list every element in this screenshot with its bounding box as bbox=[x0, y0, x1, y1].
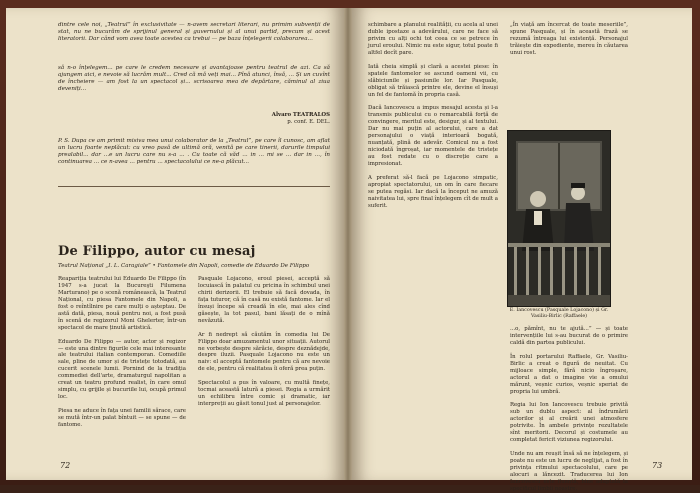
intro-paragraph: dintre cele noi, „Teatrul” în exclusivitate — n-avem secretari literari, nu primim subvenții de stat, nu ne bucurăm de sprijinul general și guvernului și al unui partid, precum și acest literatorii. Dar când vom avea toate acestea ca trebui — pe baza înțelegerii colaborarea... bbox=[58, 22, 330, 43]
left-page bbox=[6, 8, 344, 480]
article-title: De Filippo, autor cu mesaj bbox=[58, 244, 256, 259]
signature-name: Alvaro TEATRALOS bbox=[271, 112, 330, 118]
article-subtitle: Teatrul Național „I. L. Caragiale” • Fantomele din Napoli, comedie de Eduardo De Filippo bbox=[58, 263, 310, 269]
signature-sub: p. conf. E. DEL. bbox=[287, 119, 330, 125]
photo-illustration bbox=[508, 131, 610, 306]
divider bbox=[58, 186, 330, 187]
article-column-1: Reapariția teatrului lui Eduardo De Filippo (în 1947 s-a jucat la Bucureşti Filumena Marturano) pe o scenă românească, la Teatrul Național, cu piesa Fantomele din Napoli, a fost o reîntîlnire pe care mulți o așteptau. De astă dată, piesa, nouă pentru noi, a fost pusă în scenă de regizorul Moni Ghelerter, într-un spectacol de mare ținută artistică. Eduardo De Filippo — autor, actor și regizor — este una dintre figurile cele mai interesante ale teatrului italian contemporan. Comediile sale, pline de umor și de tristețe totodată, au cucerit scenele lumii. Pornind de la tradiția commediei dell'arte, dramaturgul napolitan a creat un teatru profund realist, în care omul simplu, cu grijile și bucuriile lui, ocupă primul loc. Piesa ne aduce în fața unei familii sărace, care se mută într-un palat bîntuit — se spune — de fantome. bbox=[58, 276, 186, 429]
right-column-1: schimbare a planului realității, cu acela al unei duble ipostaze a adevărului, care ne face să privim cu alți ochi tot ceea ce se petrece în jurul eroului. Nimic nu este sigur, totul poate fi altfel decît pare. Iată cheia simplă și clară a acestei piese: în spatele fantomelor se ascund oameni vii, cu slăbiciunile și pasiunile lor. Iar Pasquale, obligat să trăiască printre ele, devine el însuși un fel de fantomă în propria casă. Dacă Iancovescu a impus mesajul acesta și l-a transmis publicului cu o remarcabilă forță de convingere, meritul este, desigur, și al textului. Dar nu mai puțin al actorului, care a dat personajului o viață interioară bogată, nuanțată, plină de adevăr. Comicul nu a fost niciodată îngroșat, iar momentele de tristețe au fost redate cu o discreție care a impresionat. A preferat să-l facă pe Lojacono simpatic, apropiat spectatorului, un om în care fiecare se putea regăsi. Iar dacă la început ne amuză naivitatea lui, spre final înțelegem cît de mult a suferit. bbox=[368, 22, 498, 209]
article-column-2: Pasquale Lojacono, eroul piesei, acceptă să locuiască în palatul cu pricina în schimbul unei chirii derizorii. El trebuie să facă dovada, în fața tuturor, că în casă nu există fantome. Iar el însuși începe să creadă în ele, mai ales cînd găsește, la tot pasul, bani lăsați de o mînă nevăzută. Ar fi nedrept să căutăm în comedia lui De Filippo doar amuzamentul unor situații. Autorul ne vorbește despre sărăcie, despre deznădejde, despre iluzii. Pasquale Lojacono nu este un naiv: el acceptă fantomele pentru că are nevoie de ele, pentru că realitatea îi oferă prea puțin. Spectacolul a pus în valoare, cu multă finețe, tocmai această latură a piesei. Regia a urmărit un echilibru între comic și dramatic, iar interpreții au găsit tonul just al personajelor. bbox=[198, 276, 330, 408]
page-number: 73 bbox=[652, 461, 663, 470]
signature bbox=[206, 112, 330, 126]
intro-paragraph-2: să n-o înțelegem... pe care le credem necesare și avantajoase pentru teatrul de azi. Ca să ajungem aici, e nevoie să lucrăm mult... Cred că mă veți mai... Pînă atunci, însă, ... Și un cuvînt de încheiere — am fost la un spectacol și... scrisoarea mea de depărtare, căminul al ziua deveniți... bbox=[58, 65, 330, 93]
ps-paragraph: P. S. Dupa ce am primit misiva mea unui colaborator de la „Teatrul”, pe care îl cunosc, am aflat un lucru foarte neplăcut: cu vreo pasă de ultimă oră, venită pe care tinerii, darurile timpului prealabil... dar ...e un lucru care nu s-a ... . Cu toate că văd ... in ... mi se ... dar in ..., în continuarea ... ce n-avea ... pentru ... spectacolului ce ne-a plăcut... bbox=[58, 138, 330, 166]
right-column-3: ...o, pămînt, nu te ajută...” — și toate intervențiile lui s-au bucurat de o primire caldă din partea publicului. În rolul portarului Raffaele, Gr. Vasiliu-Birlic a creat o figură de neuitat. Cu mijloace simple, fără nicio îngroșare, actorul a dat o imagine vie a omului mărunt, veșnic curios, veșnic speriat de propria lui umbră. Regia lui Ion Iancovescu trebuie privită sub un dublu aspect: al îndrumării actorilor și al creării unei atmosfere potrivite. În ambele privințe rezultatele sînt meritorii. Decorul și costumele au completat fericit viziunea regizorului. Unde nu am reușit însă să ne înțelegem, și poate nu este un lucru de neglijat, a fost în privința ritmului spectacolului, care pe alocuri a lăncezit. Traducerea lui Ion Iancovescu este fluentă, bine adaptată la specificul limbii noastre. bbox=[510, 326, 628, 492]
right-page bbox=[352, 8, 692, 492]
photo-caption: E. Iancovescu (Pasquale Lojacono) și Gr. Vasiliu-Birlic (Raffaele) bbox=[509, 308, 609, 319]
right-column-2: „În viață am încercat de toate meseriile”, spune Pasquale, și în această frază se rezumă întreaga lui existență. Personajul trăiește din expediente, mereu în căutarea unui rost. bbox=[510, 22, 628, 56]
page-number: 72 bbox=[60, 461, 71, 470]
stage-photograph bbox=[507, 130, 611, 307]
